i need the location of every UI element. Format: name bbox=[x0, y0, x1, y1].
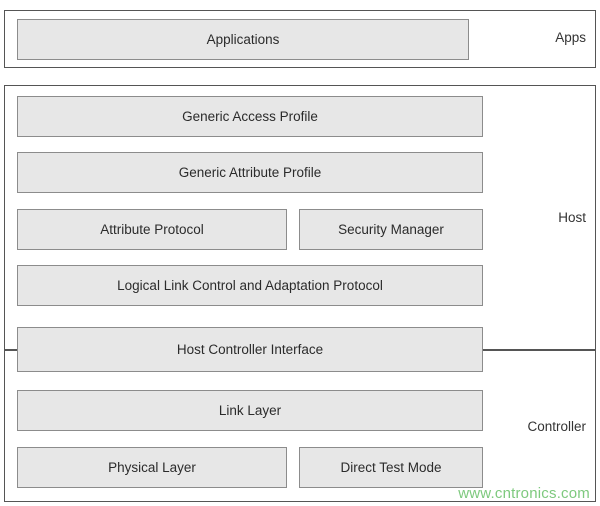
group-label-apps: Apps bbox=[555, 30, 586, 45]
block-security-manager[interactable]: Security Manager bbox=[299, 209, 483, 250]
block-generic-attribute-profile[interactable]: Generic Attribute Profile bbox=[17, 152, 483, 193]
block-attribute-protocol[interactable]: Attribute Protocol bbox=[17, 209, 287, 250]
block-direct-test-mode[interactable]: Direct Test Mode bbox=[299, 447, 483, 488]
block-generic-access-profile[interactable]: Generic Access Profile bbox=[17, 96, 483, 137]
block-l2cap[interactable]: Logical Link Control and Adaptation Protocol bbox=[17, 265, 483, 306]
block-host-controller-interface[interactable]: Host Controller Interface bbox=[17, 327, 483, 372]
block-link-layer[interactable]: Link Layer bbox=[17, 390, 483, 431]
watermark: www.cntronics.com bbox=[458, 485, 590, 502]
group-label-host: Host bbox=[558, 210, 586, 225]
block-applications[interactable]: Applications bbox=[17, 19, 469, 60]
block-physical-layer[interactable]: Physical Layer bbox=[17, 447, 287, 488]
group-label-controller: Controller bbox=[527, 419, 586, 434]
